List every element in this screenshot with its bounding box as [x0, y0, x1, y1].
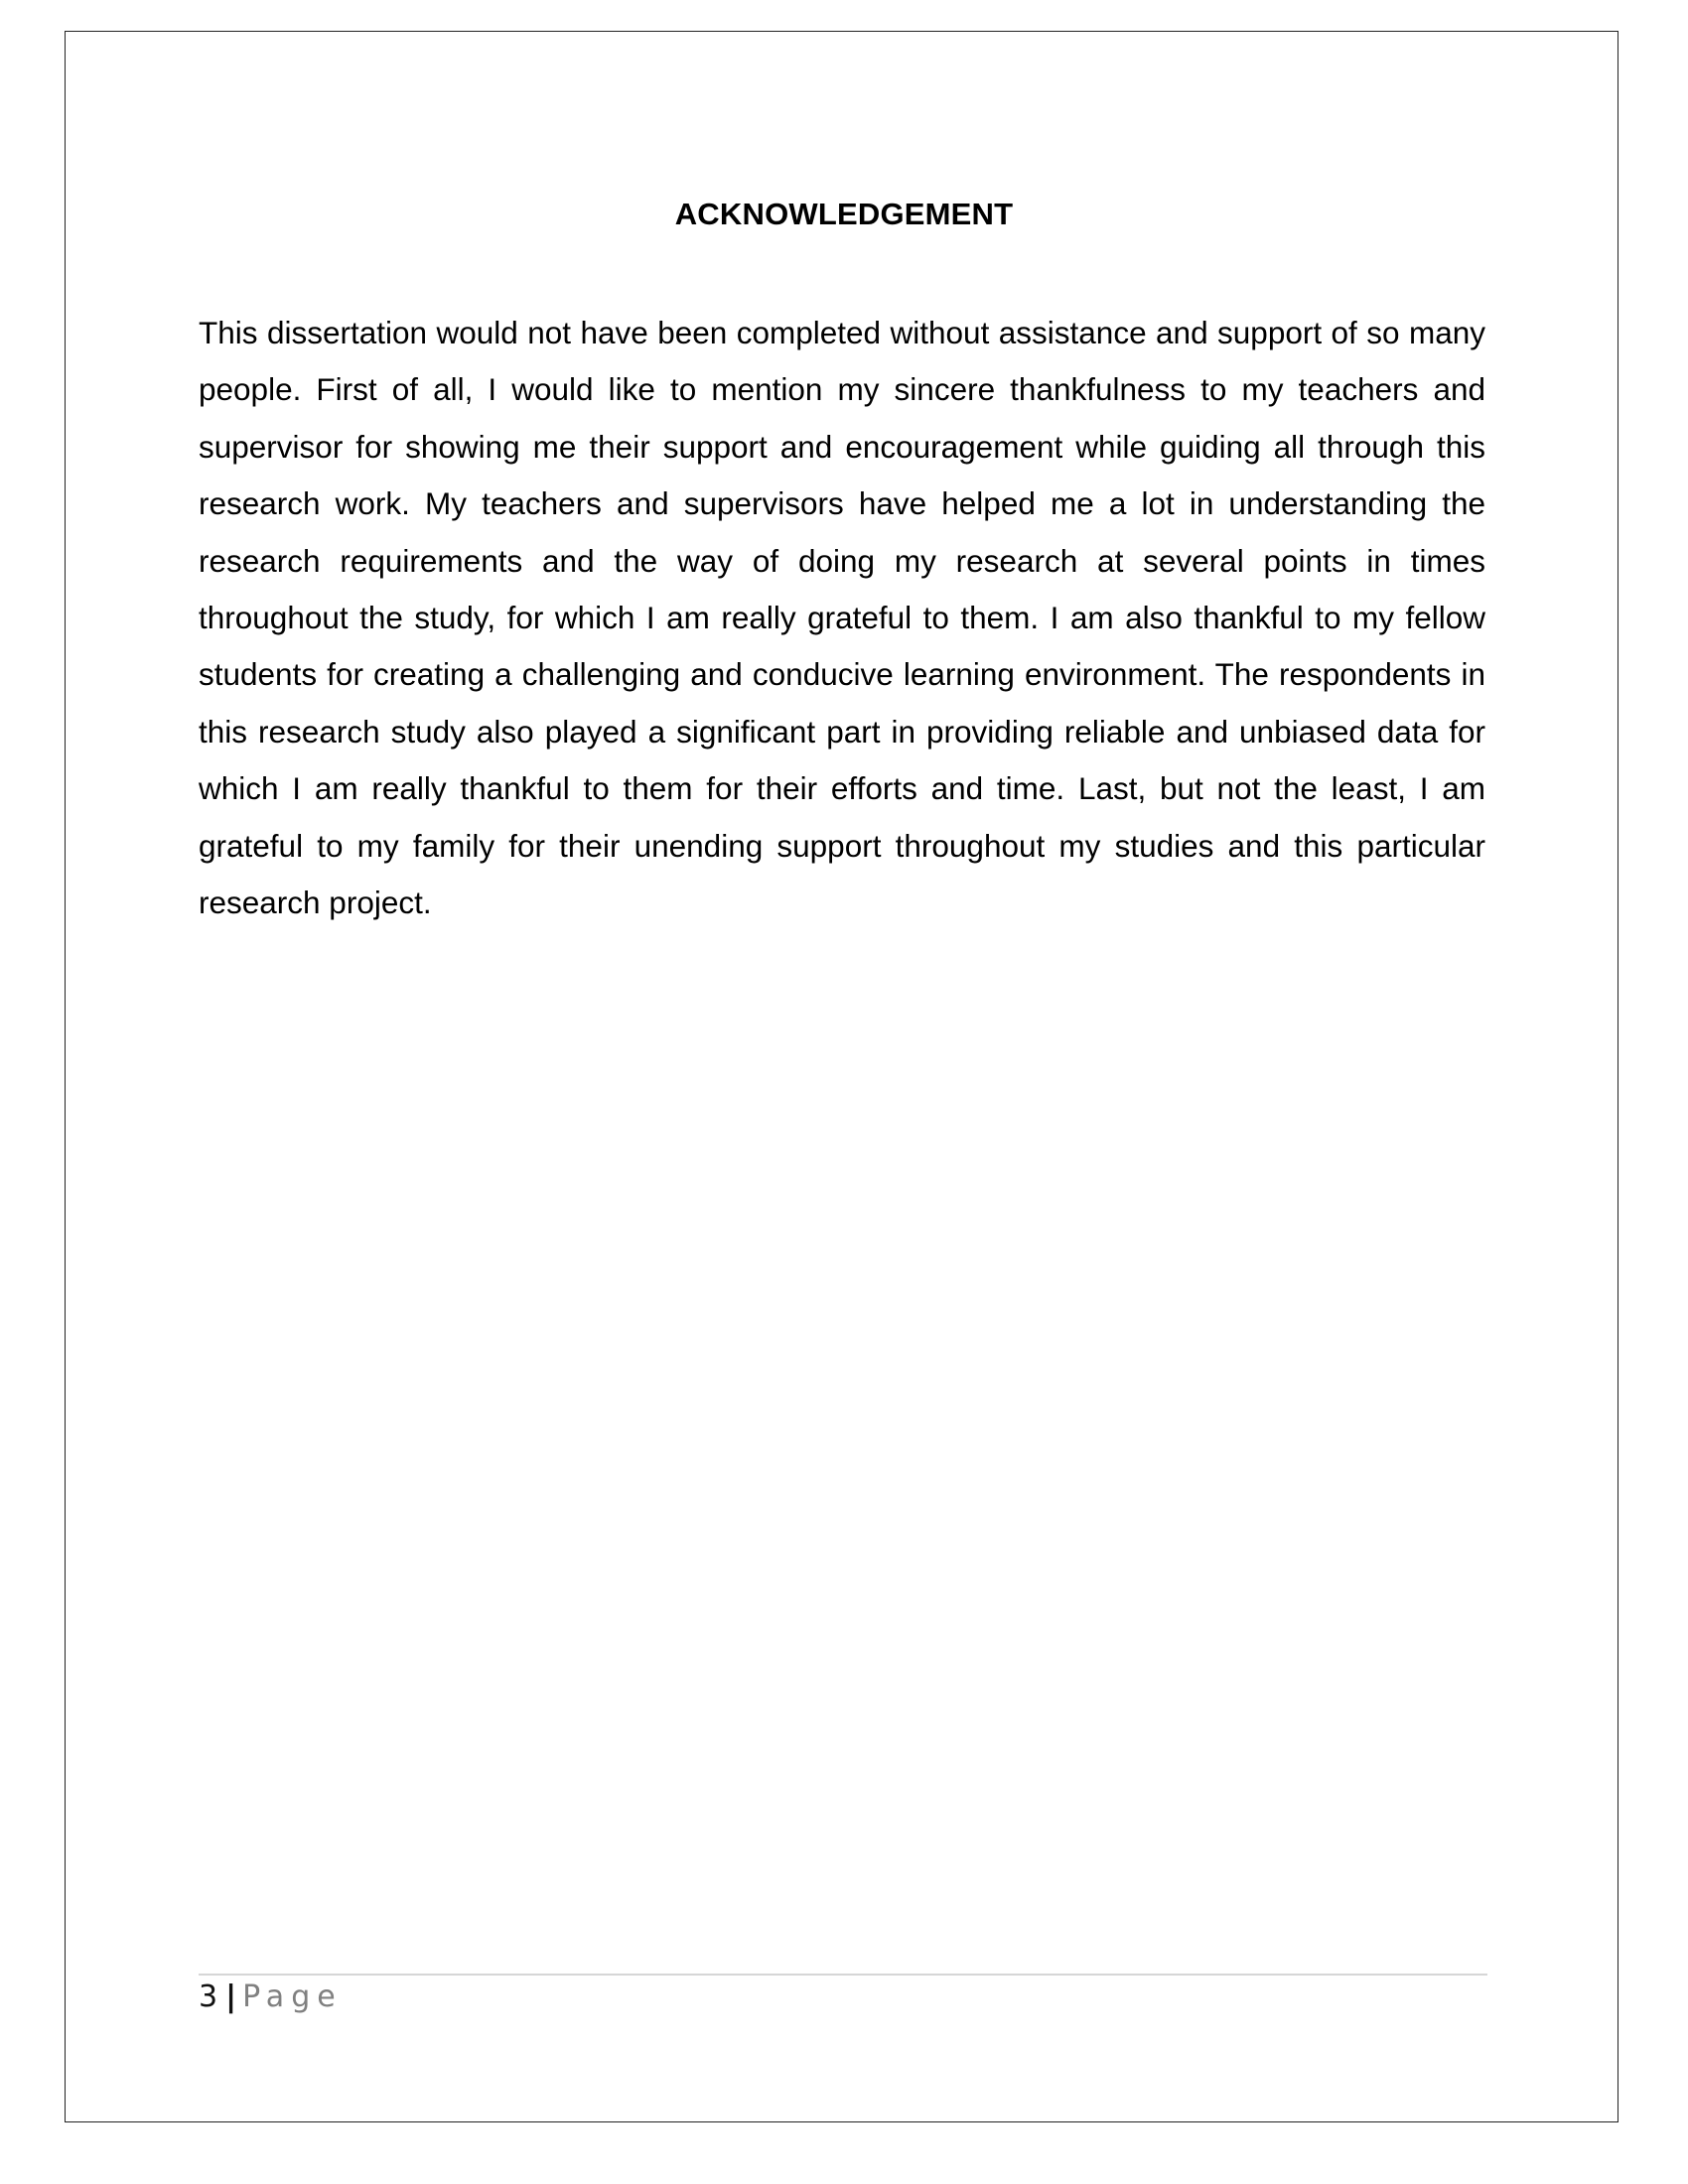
footer-divider: [199, 1974, 1487, 1976]
acknowledgement-paragraph: This dissertation would not have been completed without assistance and support of so many people. First of all, I would like to mention my sincere thankfulness to my teachers and supervisor for showing me their support and encouragement while guiding all through this research work. My teachers and supervisors have helped me a lot in understanding the research requirements and the way of doing my research at several points in times throughout the study, for which I am really grateful to them. I am also thankful to my fellow students for creating a challenging and conducive learning environment. The respondents in this research study also played a significant part in providing reliable and unbiased data for which I am really thankful to them for their efforts and time. Last, but not the least, I am grateful to my family for their unending support throughout my studies and this particular research project.: [199, 315, 1485, 921]
page-number: 3: [199, 1979, 218, 2014]
page-label: Page: [242, 1979, 343, 2014]
page-footer: [199, 1976, 343, 2019]
footer-separator: |: [225, 1979, 237, 2014]
page-title: ACKNOWLEDGEMENT: [674, 197, 1014, 231]
